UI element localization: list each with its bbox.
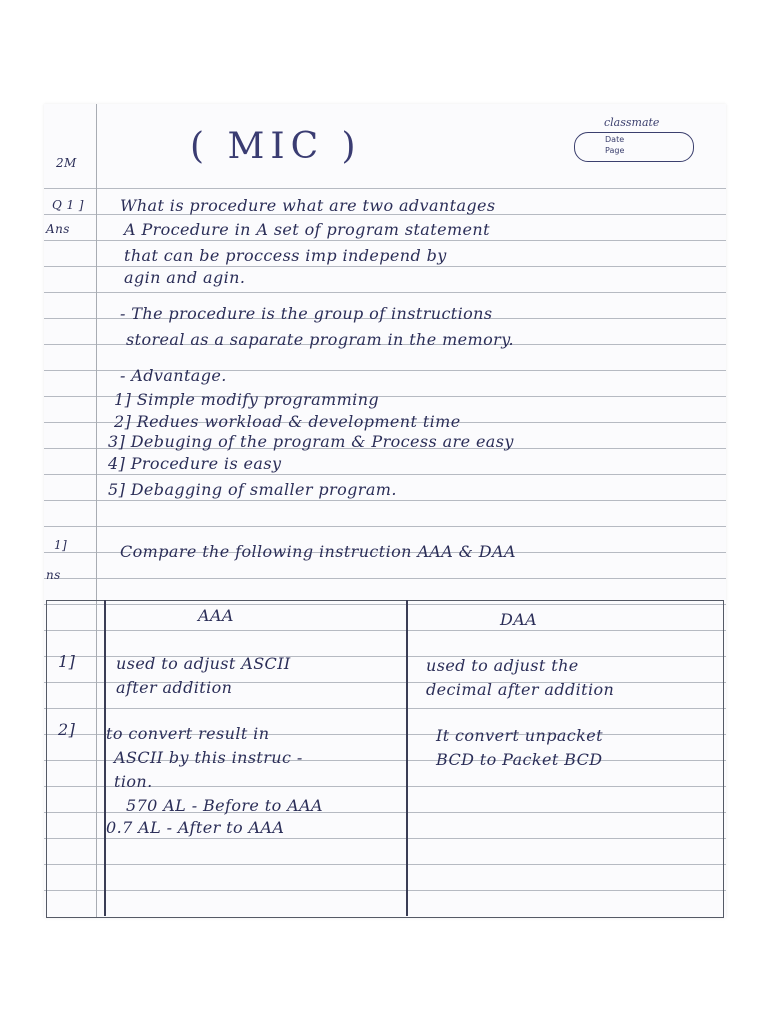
logo-brand: classmate [604,116,660,129]
advantage-item: 4] Procedure is easy [108,454,282,473]
question-text: What is procedure what are two advantages [120,196,496,215]
answer-label: Ans [46,222,70,236]
classmate-logo [556,114,704,164]
aaa-cell-line: tion. [114,772,153,791]
marks-label: 2M [56,156,77,170]
ruled-line [44,188,726,189]
ruled-line [44,500,726,501]
advantage-item: 3] Debuging of the program & Process are easy [108,432,514,451]
page-label: Page [605,146,625,155]
advantage-item: 1] Simple modify programming [114,390,380,409]
advantage-item: 5] Debagging of smaller program. [108,480,397,499]
ruled-line [44,578,726,579]
date-label: Date [605,135,625,144]
table-header-aaa: AAA [198,606,234,625]
aaa-cell-line: after addition [116,678,233,697]
daa-cell-line: It convert unpacket [436,726,603,745]
table-divider [104,600,106,916]
advantage-heading: - Advantage. [120,366,227,385]
daa-cell-line: BCD to Packet BCD [436,750,603,769]
ruled-line [44,240,726,241]
ruled-line [44,526,726,527]
definition-line: - The procedure is the group of instructions [120,304,493,323]
answer-label: ns [46,568,61,582]
definition-line: storeal as a saparate program in the memory. [126,330,514,349]
example-line: 0.7 AL - After to AAA [106,818,285,837]
table-header-daa: DAA [500,610,538,629]
aaa-cell-line: ASCII by this instruc - [114,748,303,767]
question-text: Compare the following instruction AAA & DAA [120,542,516,561]
ruled-line [44,292,726,293]
answer-line: A Procedure in A set of program statement [124,220,490,239]
row-number: 1] [58,652,76,671]
notebook-page [44,104,726,918]
ruled-line [44,474,726,475]
daa-cell-line: used to adjust the [426,656,579,675]
aaa-cell-line: to convert result in [106,724,270,743]
table-divider [406,600,408,916]
example-line: 570 AL - Before to AAA [126,796,323,815]
daa-cell-line: decimal after addition [426,680,615,699]
question-number: Q 1 ] [52,198,84,212]
subject-title: ( MIC ) [190,126,362,167]
date-page-box [574,132,694,162]
aaa-cell-line: used to adjust ASCII [116,654,291,673]
question-number: 1] [54,538,68,552]
row-number: 2] [58,720,76,739]
answer-line: agin and agin. [124,268,246,287]
advantage-item: 2] Redues workload & development time [114,412,461,431]
answer-line: that can be proccess imp independ by [124,246,447,265]
ruled-line [44,266,726,267]
